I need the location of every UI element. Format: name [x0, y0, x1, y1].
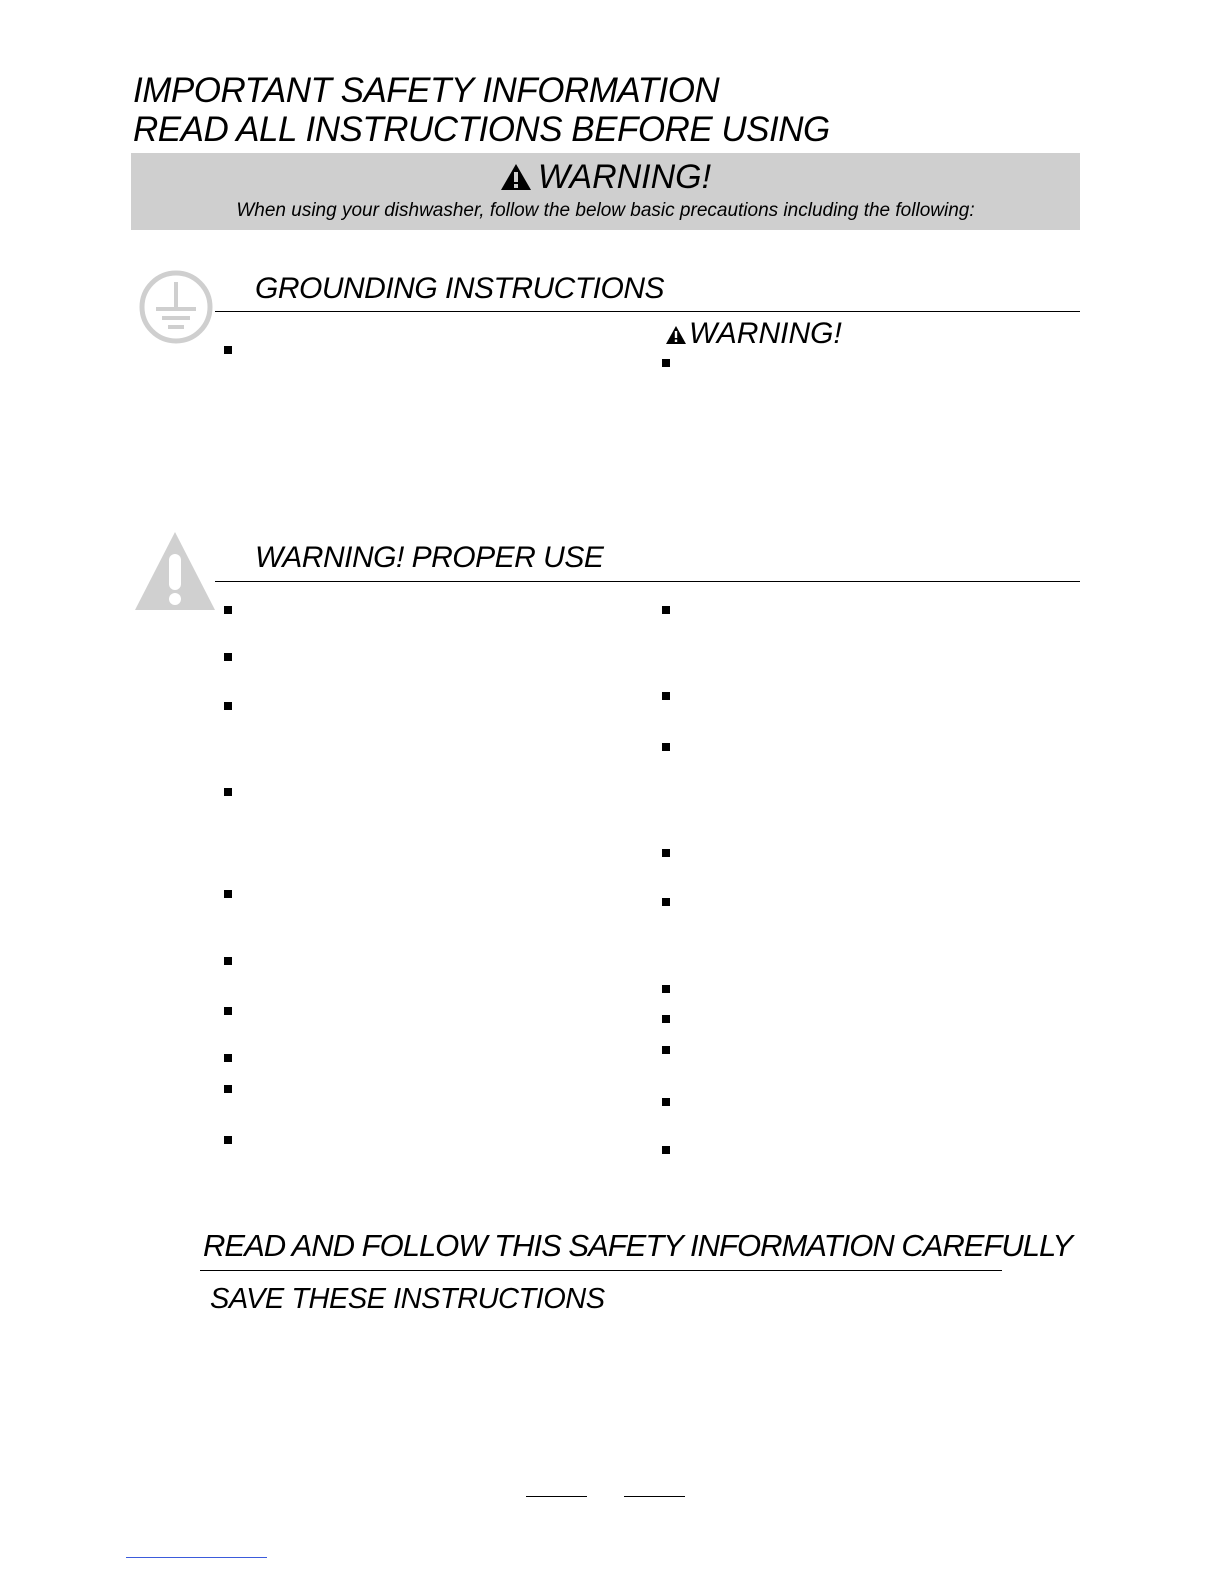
grounding-warning-label: WARNING! [689, 317, 842, 350]
proper-use-rule [215, 581, 1080, 582]
bullet [662, 1046, 670, 1054]
bullet [662, 849, 670, 857]
banner-subtext: When using your dishwasher, follow the below basic precautions including the following: [236, 200, 975, 221]
bullet [662, 743, 670, 751]
page-subtitle: READ ALL INSTRUCTIONS BEFORE USING [133, 110, 830, 149]
footer-subtitle: SAVE THESE INSTRUCTIONS [210, 1283, 605, 1315]
bullet [224, 606, 232, 614]
ground-symbol-icon [138, 268, 216, 346]
bullet [224, 788, 232, 796]
bullet [662, 1146, 670, 1154]
page-number-right-line [624, 1496, 685, 1497]
bullet [224, 1007, 232, 1015]
bullet [224, 653, 232, 661]
grounding-warning [665, 317, 842, 351]
warning-banner [131, 153, 1080, 230]
bullet [662, 606, 670, 614]
grounding-rule [215, 311, 1080, 312]
bullet [662, 692, 670, 700]
bullet [224, 890, 232, 898]
bullet [662, 985, 670, 993]
warning-triangle-icon [133, 530, 217, 612]
footer-title: READ AND FOLLOW THIS SAFETY INFORMATION CAREFULLY [203, 1228, 1073, 1263]
bullet [662, 898, 670, 906]
bullet [224, 1054, 232, 1062]
page-number-left-line [526, 1496, 587, 1497]
bullet [224, 1136, 232, 1144]
bullet [662, 359, 670, 367]
warning-triangle-icon [665, 325, 687, 345]
link-underline[interactable] [126, 1557, 267, 1558]
banner-heading [131, 157, 1080, 197]
page-title: IMPORTANT SAFETY INFORMATION [133, 71, 720, 110]
bullet [224, 1085, 232, 1093]
grounding-title: GROUNDING INSTRUCTIONS [255, 272, 664, 305]
bullet [224, 346, 232, 354]
warning-triangle-icon [500, 163, 532, 191]
proper-use-title: WARNING! PROPER USE [255, 541, 604, 574]
bullet [224, 702, 232, 710]
banner-heading-text: WARNING! [537, 158, 712, 196]
footer-rule [200, 1270, 1002, 1271]
bullet [662, 1015, 670, 1023]
bullet [224, 957, 232, 965]
bullet [662, 1098, 670, 1106]
